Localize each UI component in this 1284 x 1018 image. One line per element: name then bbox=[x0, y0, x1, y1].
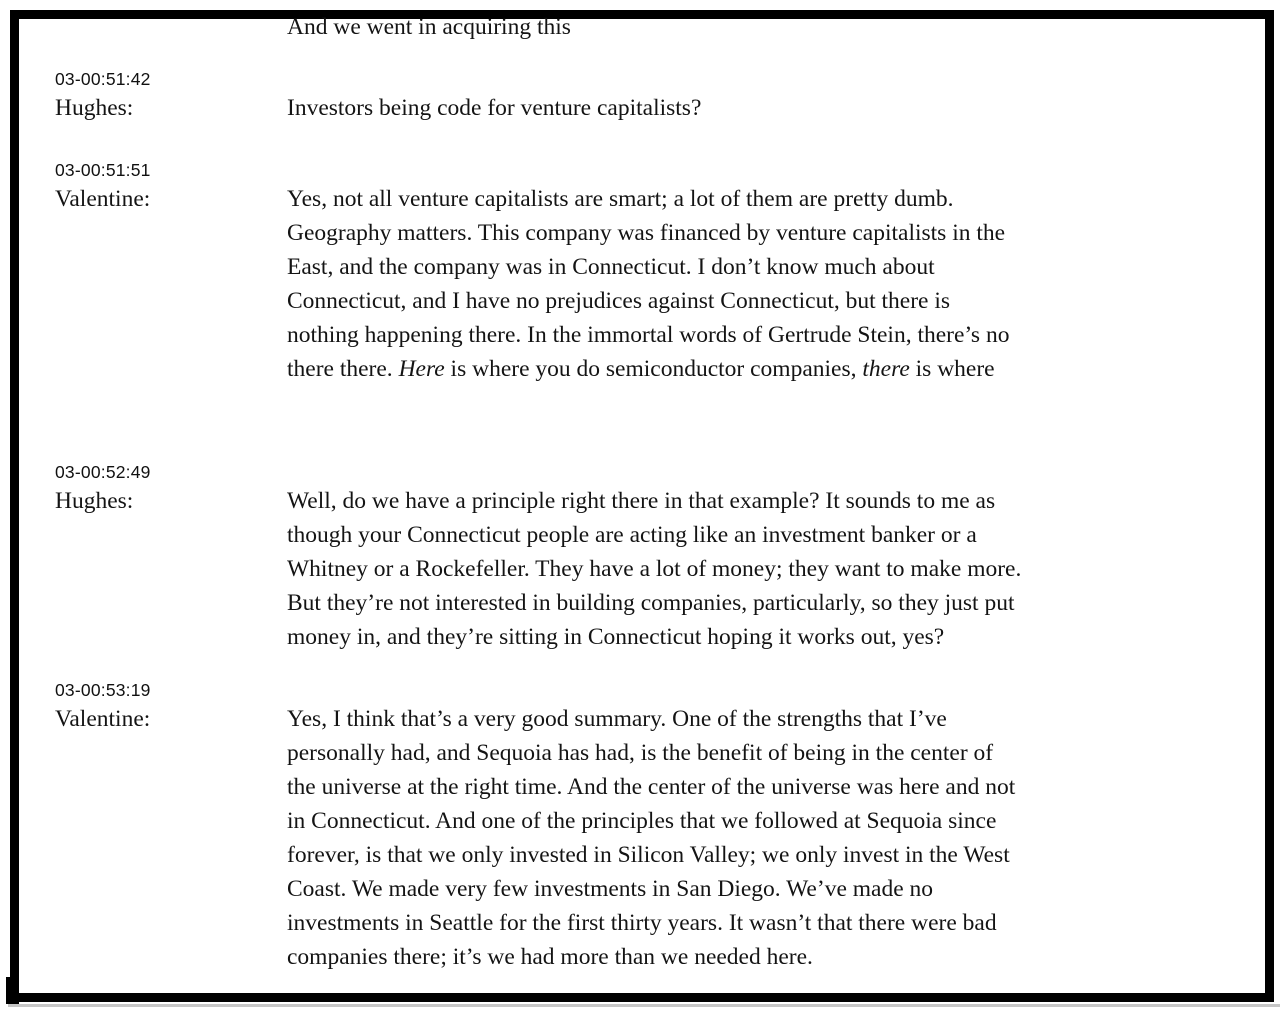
dialogue-line bbox=[287, 284, 1227, 318]
dialogue-line bbox=[287, 702, 1227, 736]
transcript-entry bbox=[55, 160, 1235, 382]
transcript-entry bbox=[55, 680, 1235, 970]
dialogue-line bbox=[287, 804, 1227, 838]
speaker-name: Valentine: bbox=[55, 706, 151, 732]
dialogue-segment: Well, do we have a principle right there in that example? It sounds to me as bbox=[287, 488, 996, 514]
speaker-name: Valentine: bbox=[55, 186, 151, 212]
dialogue-segment: is where you do semiconductor companies, bbox=[444, 356, 863, 382]
dialogue-line bbox=[287, 484, 1227, 518]
timestamp: 03-00:51:42 bbox=[55, 69, 151, 89]
dialogue-segment: Connecticut, and I have no prejudices against Connecticut, but there is bbox=[287, 288, 951, 314]
entry-row bbox=[55, 182, 1235, 386]
transcript bbox=[19, 19, 1265, 993]
scan-artifact-notch bbox=[6, 977, 19, 1004]
transcript-entry bbox=[55, 462, 1235, 650]
dialogue-line bbox=[287, 770, 1227, 804]
dialogue-segment: there there. bbox=[287, 356, 399, 382]
dialogue-segment: investments in Seattle for the first thirty years. It wasn’t that there were bad bbox=[287, 910, 997, 936]
page-content bbox=[19, 14, 1265, 993]
dialogue-line bbox=[287, 318, 1227, 352]
dialogue-segment: forever, is that we only invested in Silicon Valley; we only invest in the West bbox=[287, 842, 1010, 868]
dialogue-segment: is where bbox=[909, 356, 995, 382]
dialogue-line bbox=[287, 91, 1227, 125]
dialogue-segment: Whitney or a Rockefeller. They have a lot of money; they want to make more. bbox=[287, 556, 1022, 582]
entry-row bbox=[55, 91, 1235, 125]
speaker-name: Hughes: bbox=[55, 488, 134, 514]
dialogue-line bbox=[287, 552, 1227, 586]
dialogue-italic-segment: Here bbox=[398, 356, 445, 382]
speaker-name: Hughes: bbox=[55, 95, 134, 121]
dialogue-line bbox=[287, 906, 1227, 940]
dialogue-segment: the universe at the right time. And the center of the universe was here and not bbox=[287, 774, 1016, 800]
dialogue-line bbox=[287, 838, 1227, 872]
dialogue-segment: companies there; it’s we had more than we needed here. bbox=[287, 944, 813, 970]
dialogue-segment: Investors being code for venture capitalists? bbox=[287, 95, 702, 121]
dialogue-line bbox=[287, 736, 1227, 770]
scan-artifact-shadow-line bbox=[8, 1004, 1280, 1007]
entry-row bbox=[55, 702, 1235, 974]
timestamp: 03-00:52:49 bbox=[55, 462, 151, 482]
dialogue-line bbox=[287, 518, 1227, 552]
dialogue-line bbox=[287, 352, 1227, 386]
dialogue bbox=[287, 702, 1227, 974]
entry-row bbox=[55, 484, 1235, 654]
dialogue-line bbox=[287, 872, 1227, 906]
dialogue-line bbox=[287, 620, 1227, 654]
dialogue-segment: Geography matters. This company was financed by venture capitalists in the bbox=[287, 220, 1006, 246]
dialogue-italic-segment: there bbox=[862, 356, 910, 382]
dialogue-line bbox=[287, 182, 1227, 216]
dialogue bbox=[287, 484, 1227, 654]
dialogue-line bbox=[287, 586, 1227, 620]
dialogue-segment: though your Connecticut people are acting like an investment banker or a bbox=[287, 522, 977, 548]
dialogue-segment: nothing happening there. In the immortal words of Gertrude Stein, there’s no bbox=[287, 322, 1010, 348]
dialogue-segment: Yes, I think that’s a very good summary. One of the strengths that I’ve bbox=[287, 706, 947, 732]
dialogue-segment: Yes, not all venture capitalists are smart; a lot of them are pretty dumb. bbox=[287, 186, 954, 212]
timestamp: 03-00:51:51 bbox=[55, 160, 151, 180]
dialogue-segment: Coast. We made very few investments in San Diego. We’ve made no bbox=[287, 876, 934, 902]
dialogue-segment: East, and the company was in Connecticut. I don’t know much about bbox=[287, 254, 935, 280]
timestamp: 03-00:53:19 bbox=[55, 680, 151, 700]
dialogue-segment: personally had, and Sequoia has had, is the benefit of being in the center of bbox=[287, 740, 994, 766]
dialogue-line bbox=[287, 216, 1227, 250]
dialogue bbox=[287, 91, 1227, 125]
dialogue bbox=[287, 182, 1227, 386]
transcript-entry bbox=[55, 69, 1235, 121]
clipped-line-text: And we went in acquiring this bbox=[287, 14, 571, 40]
dialogue-line bbox=[287, 940, 1227, 974]
dialogue-line bbox=[287, 250, 1227, 284]
dialogue-segment: But they’re not interested in building companies, particularly, so they just put bbox=[287, 590, 1015, 616]
page-frame bbox=[10, 10, 1274, 1002]
dialogue-segment: in Connecticut. And one of the principles that we followed at Sequoia since bbox=[287, 808, 997, 834]
dialogue-segment: money in, and they’re sitting in Connecticut hoping it works out, yes? bbox=[287, 624, 945, 650]
